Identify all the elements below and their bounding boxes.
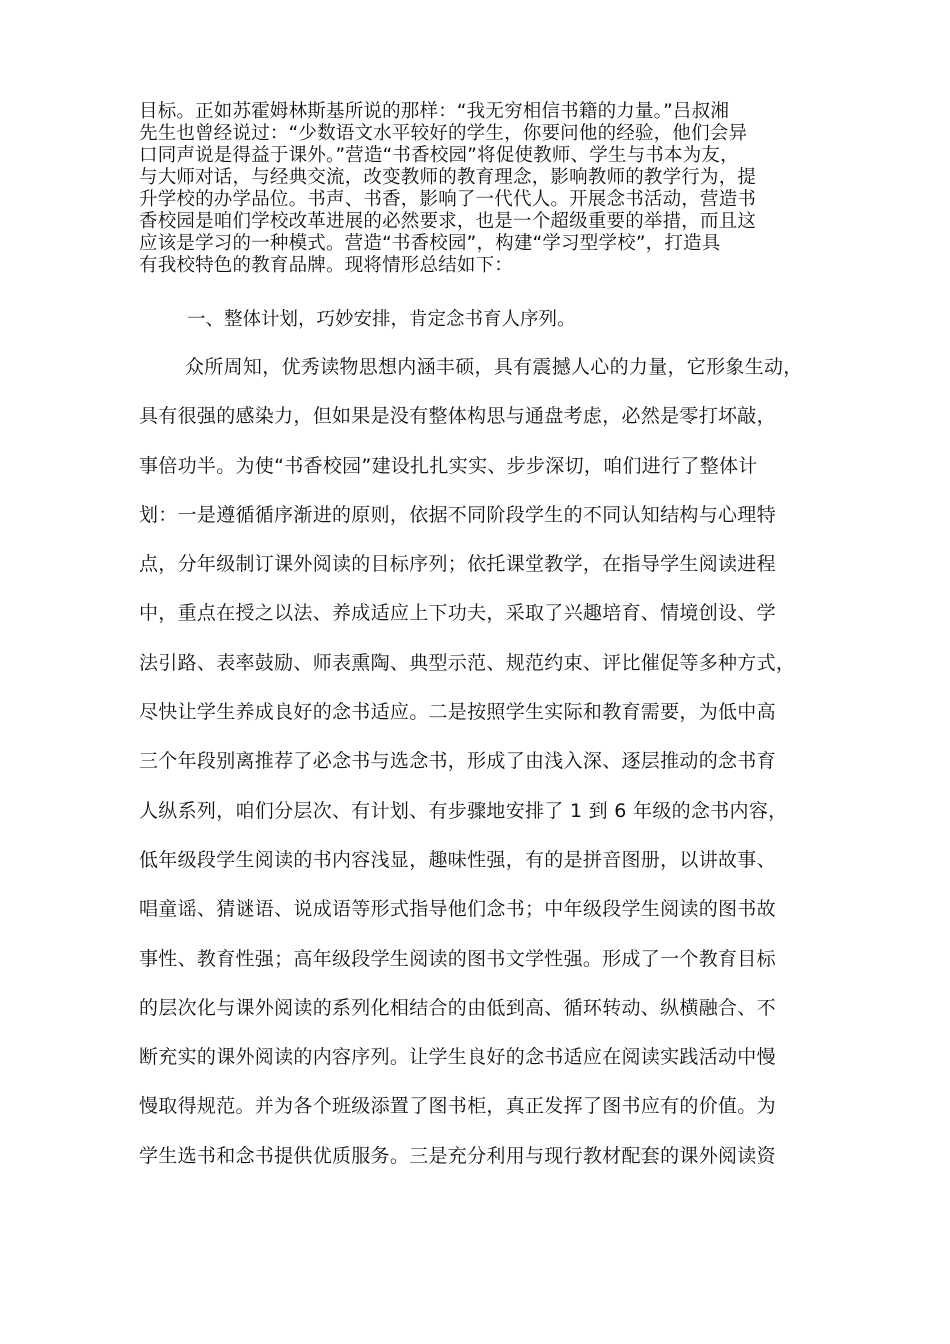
intro-paragraph (139, 101, 829, 277)
body-line: 尽快让学生养成良好的念书适应。二是按照学生实际和教育需要，为低中高 (139, 701, 776, 724)
body-line: 人纵系列，咱们分层次、有计划、有步骤地安排了 1 到 6 年级的念书内容， (139, 799, 788, 822)
body-line: 事性、教育性强；高年级段学生阅读的图书文学性强。形成了一个教育目标 (139, 947, 776, 970)
body-line: 的层次化与课外阅读的系列化相结合的由低到高、循环转动、纵横融合、不 (139, 996, 776, 1019)
body-line: 学生选书和念书提供优质服务。三是充分利用与现行教材配套的课外阅读资 (139, 1144, 776, 1167)
body-line: 具有很强的感染力，但如果是没有整体构思与通盘考虑，必然是零打坏敲， (139, 405, 776, 428)
body-paragraph (139, 347, 839, 1185)
intro-line: 先生也曾经说过：“少数语文水平较好的学生，你要问他的经验，他们会异 (139, 123, 748, 144)
body-line: 点，分年级制订课外阅读的目标序列；依托课堂教学，在指导学生阅读进程 (139, 553, 776, 576)
body-line: 唱童谣、猜谜语、说成语等形式指导他们念书；中年级段学生阅读的图书故 (139, 898, 776, 921)
body-line: 法引路、表率鼓励、师表熏陶、典型示范、规范约束、评比催促等多种方式， (139, 651, 796, 674)
intro-line: 有我校特色的教育品牌。现将情形总结如下： (139, 255, 514, 276)
intro-line: 升学校的办学品位。书声、书香，影响了一代代人。开展念书活动，营造书 (139, 189, 757, 210)
intro-line: 目标。正如苏霍姆林斯基所说的那样：“我无穷相信书籍的力量。”吕叔湘 (139, 101, 730, 122)
intro-line: 香校园是咱们学校改革进展的必然要求，也是一个超级重要的举措，而且这 (139, 211, 757, 232)
body-line: 众所周知，优秀读物思想内涵丰硕，具有震撼人心的力量，它形象生动， (185, 356, 803, 378)
body-line: 事倍功半。为使“书香校园”建设扎扎实实、步步深切，咱们进行了整体计 (139, 454, 758, 477)
intro-line: 口同声说是得益于课外。”营造“书香校园”将促使教师、学生与书本为友， (139, 145, 739, 166)
body-line: 低年级段学生阅读的书内容浅显，趣味性强，有的是拼音图册，以讲故事、 (139, 848, 776, 871)
intro-line: 应该是学习的一种模式。营造“书香校园”，构建“学习型学校”，打造具 (139, 233, 721, 254)
body-line: 中，重点在授之以法、养成适应上下功夫，采取了兴趣培育、情境创设、学 (139, 602, 776, 625)
body-line: 划：一是遵循循序渐进的原则，依据不同阶段学生的不同认知结构与心理特 (139, 503, 776, 526)
body-line: 断充实的课外阅读的内容序列。让学生良好的念书适应在阅读实践活动中慢 (139, 1046, 776, 1069)
section-heading: 一、整体计划，巧妙安排，肯定念书育人序列。 (187, 309, 576, 330)
body-line: 三个年段别离推荐了必念书与选念书，形成了由浅入深、逐层推动的念书育 (139, 750, 776, 773)
intro-line: 与大师对话，与经典交流，改变教师的教育理念，影响教师的教学行为，提 (139, 167, 757, 188)
body-line: 慢取得规范。并为各个班级添置了图书柜，真正发挥了图书应有的价值。为 (139, 1095, 776, 1118)
